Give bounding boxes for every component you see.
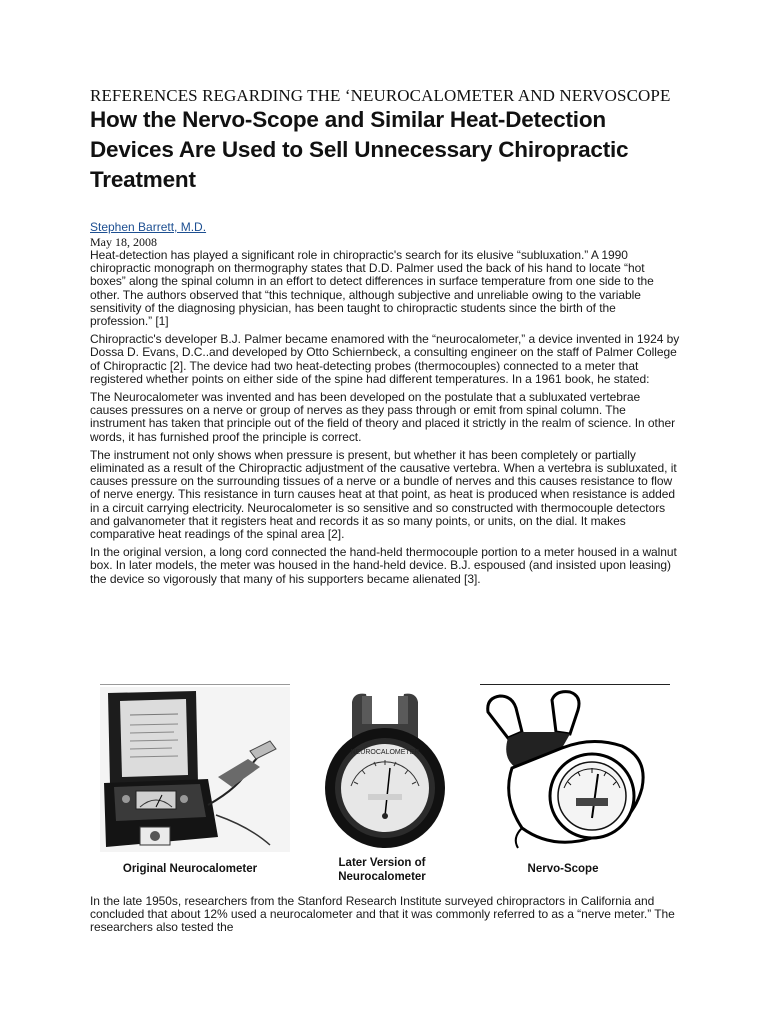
publish-date: May 18, 2008 — [90, 235, 157, 249]
paragraph-5: In the original version, a long cord connected the hand-held thermocouple portion to a meter housed in a walnut box. In later models, the meter was housed in the hand-held device. B.J. espoused (and insisted upon leasing) the device so vigorously that many of his supporters became alienated [3]. — [90, 545, 677, 586]
references-title: REFERENCES REGARDING THE ‘NEUROCALOMETER AND NERVOSCOPE — [90, 86, 671, 105]
document-page — [90, 86, 680, 935]
later-neurocalometer-image — [304, 690, 466, 848]
figure-3-caption: Nervo-Scope — [527, 863, 599, 875]
paragraph-4-quote: The instrument not only shows when pressure is present, but whether it has been completely or partially eliminated as a result of the Chiropractic adjustment of the causative vertebra. When a vertebra is subluxated, it causes pressure on the surrounding tissues of a nerve or a bundle of nerves and this causes resistance to flow of nerve energy. This resistance in turn causes heat at that point, as heat is produced when resistance is added in a circuit carrying electricity. Neurocalometer is so sensitive and so constructed with thermocouple detectors and galvanometer that it registers heat and records it as so many points, or units, on the dial. It makes comparative heat readings of the spinal area [2]. — [90, 447, 677, 542]
figure-1-top-rule — [100, 684, 290, 685]
figure-2-caption: Later Version of Neurocalometer — [338, 857, 426, 883]
closing-text — [90, 895, 680, 940]
figure-3-top-rule — [480, 684, 670, 685]
article-title: How the Nervo-Scope and Similar Heat-Detection Devices Are Used to Sell Unnecessary Chiropractic Treatment — [90, 107, 629, 192]
paragraph-1: Heat-detection has played a significant role in chiropractic's search for its elusive “subluxation.” A 1990 chiropractic monograph on thermography states that D.D. Palmer used the back of his hand to locate “hot boxes” along the spinal column in an effort to detect differences in surface temperature from one side to the other. The authors observed that “this technique, although subjective and unreliable owing to the variable sensitivity of the diagnosing physician, has been taught to chiropractic students since the birth of the profession.” [1] — [90, 248, 654, 329]
author-link[interactable]: Stephen Barrett, M.D. — [90, 220, 207, 234]
figures-row — [90, 684, 680, 889]
paragraph-3-quote: The Neurocalometer was invented and has been developed on the postulate that a subluxated vertebrae causes pressures on a nerve or group of nerves as they pass through or emit from spinal column. The instrument has taken that principle out of the field of theory and placed it strictly in the realm of science. In other words, it has furnished proof the principle is correct. — [90, 390, 676, 444]
dial-brand-label: NEUROCALOMETER — [350, 749, 420, 756]
figure-1-caption: Original Neurocalometer — [122, 863, 258, 875]
paragraph-6: In the late 1950s, researchers from the Stanford Research Institute surveyed chiropractors in California and concluded that about 12% used a neurocalometer and that it was commonly referred to as a “nerve meter.” The researchers also tested the — [90, 894, 675, 935]
nervo-scope-image — [482, 688, 654, 850]
paragraph-2: Chiropractic's developer B.J. Palmer became enamored with the “neurocalometer,” a device invented in 1924 by Dossa D. Evans, D.C..and developed by Otto Schiernbeck, a consulting engineer on the staff of Palmer College of Chiropractic [2]. The device had two heat-detecting probes (thermocouples) connected to a meter that registered whether points on either side of the spine had different temperatures. In a 1961 book, he stated: — [90, 332, 680, 386]
original-neurocalometer-image — [100, 687, 290, 852]
